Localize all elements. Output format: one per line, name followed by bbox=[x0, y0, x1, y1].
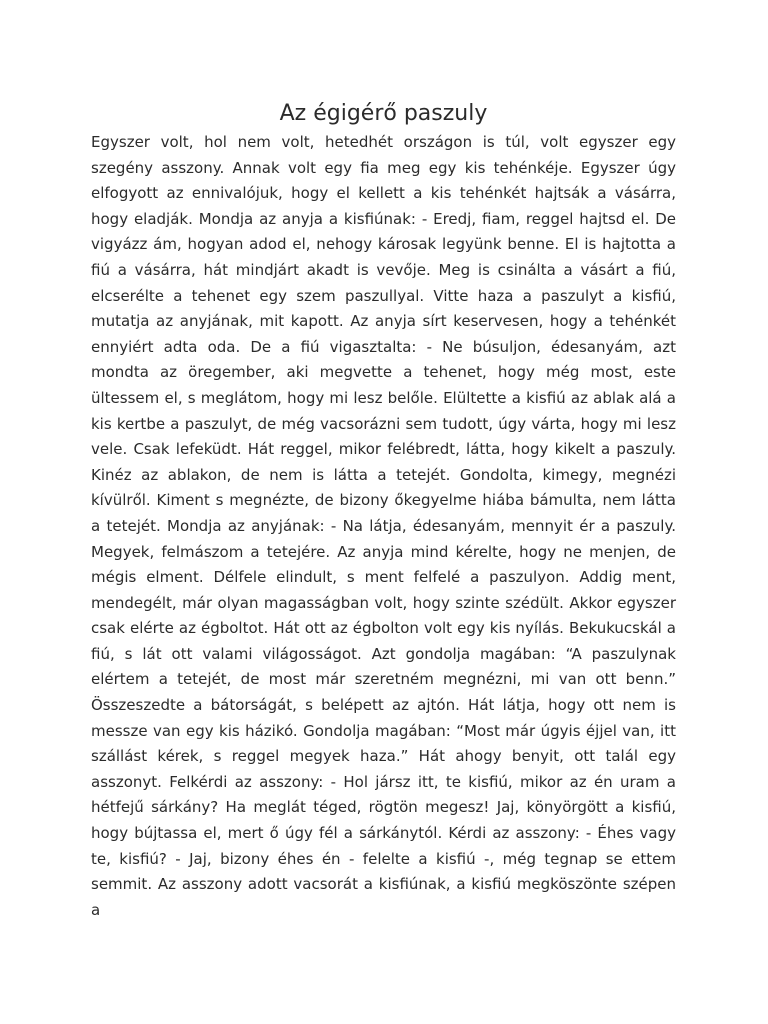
story-paragraph: Egyszer volt, hol nem volt, hetedhét országon is túl, volt egyszer egy szegény asszony. Annak volt egy fia meg egy kis tehénkéje. Egyszer úgy elfogyott az ennivalójuk, hogy el kellett a kis tehénkét hajtsák a vásárra, hogy eladják. Mondja az anyja a kisfiúnak: - Eredj, fiam, reggel hajtsd el. De vigyázz ám, hogyan adod el, nehogy károsak legyünk benne. El is hajtotta a fiú a vásárra, hát mindjárt akadt is vevője. Meg is csinálta a vásárt a fiú, elcserélte a tehenet egy szem paszullyal. Vitte haza a paszulyt a kisfiú, mutatja az anyjának, mit kapott. Az anyja sírt keservesen, hogy a tehénkét ennyiért adta oda. De a fiú vigasztalta: - Ne búsuljon, édesanyám, azt mondta az öregember, aki megvette a tehenet, hogy még most, este ültessem el, s meglátom, hogy mi lesz belőle. Elültette a kisfiú az ablak alá a kis kertbe a paszulyt, de még vacsorázni sem tudott, úgy várta, hogy mi lesz vele. Csak lefeküdt. Hát reggel, mikor felébredt, látta, hogy kikelt a paszuly. Kinéz az ablakon, de nem is látta a tetejét. Gondolta, kimegy, megnézi kívülről. Kiment s megnézte, de bizony őkegyelme hiába bámulta, nem látta a tetejét. Mondja az anyjának: - Na látja, édesanyám, mennyit ér a paszuly. Megyek, felmászom a tetejére. Az anyja mind kérelte, hogy ne menjen, de mégis elment. Délfele elindult, s ment felfelé a paszulyon. Addig ment, mendegélt, már olyan magasságban volt, hogy szinte szédült. Akkor egyszer csak elérte az égboltot. Hát ott az égbolton volt egy kis nyílás. Bekukucskál a fiú, s lát ott valami világosságot. Azt gondolja magában: “A paszulynak elértem a tetejét, de most már szeretném megnézni, mi van ott benn.” Összeszedte a bátorságát, s belépett az ajtón. Hát látja, hogy ott nem is messze van egy kis házikó. Gondolja magában: “Most már úgyis éjjel van, itt szállást kérek, s reggel megyek haza.” Hát ahogy benyit, ott talál egy asszonyt. Felkérdi az asszony: - Hol jársz itt, te kisfiú, mikor az én uram a hétfejű sárkány? Ha meglát téged, rögtön megesz! Jaj, könyörgött a kisfiú, hogy bújtassa el, mert ő úgy fél a sárkánytól. Kérdi az asszony: - Éhes vagy te, kisfiú? - Jaj, bizony éhes én - felelte a kisfiú -, még tegnap se ettem semmit. Az asszony adott vacsorát a kisfiúnak, a kisfiú megköszönte szépen a bbox=[91, 133, 676, 919]
document-page bbox=[91, 98, 676, 923]
document-title: Az égigérő paszuly bbox=[279, 101, 488, 126]
